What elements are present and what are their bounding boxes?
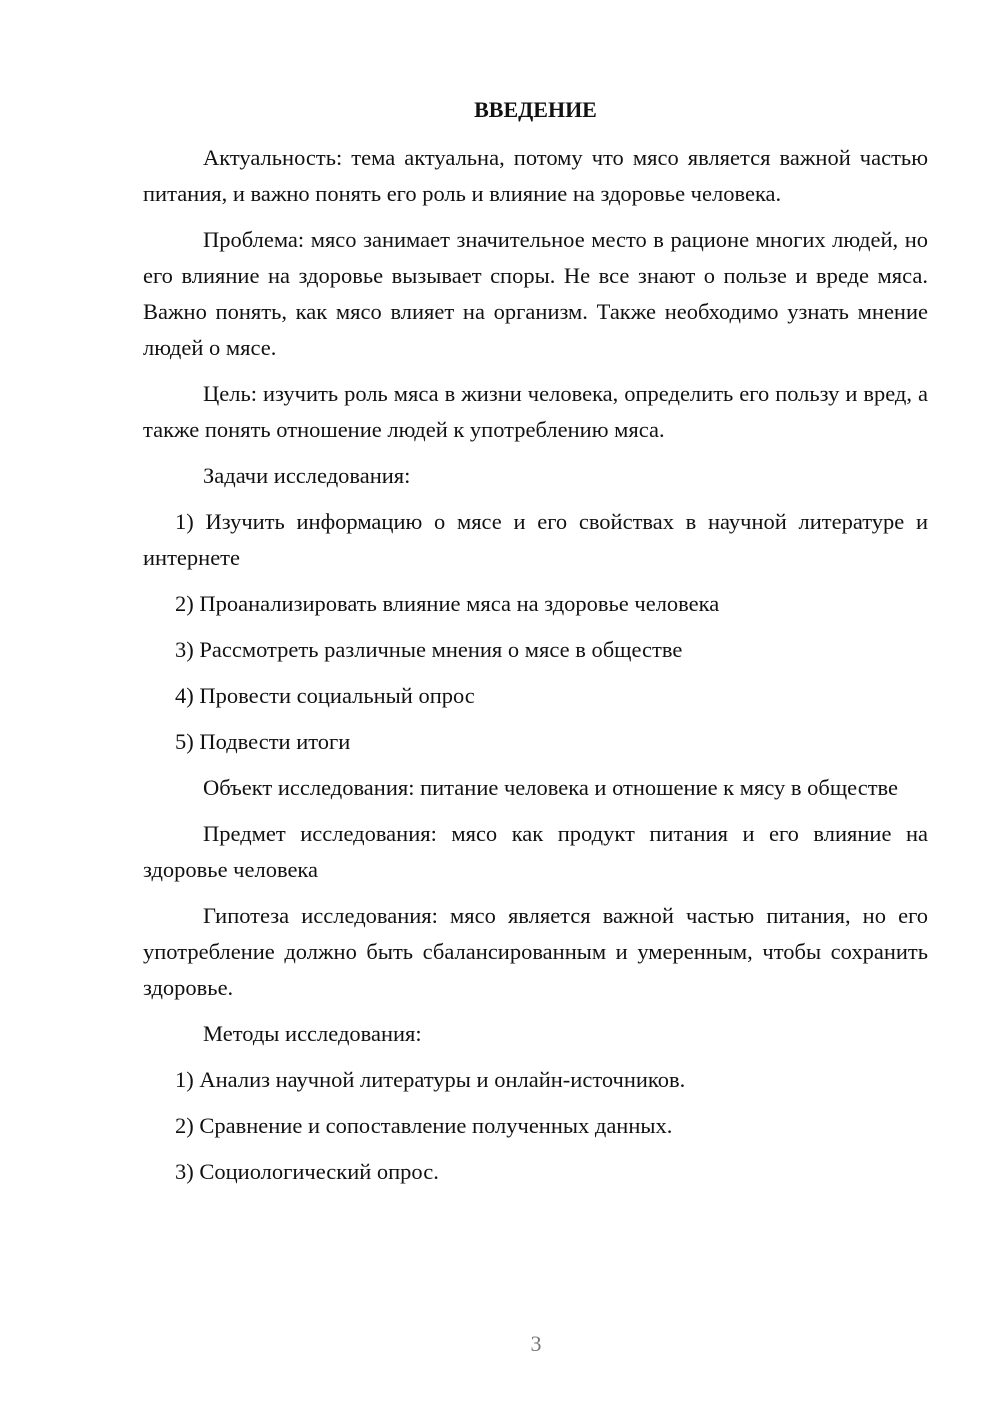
problem-paragraph: Проблема: мясо занимает значительное место в рационе многих людей, но его влияние на здоровье вызывает споры. Не все знают о пользе и вреде мяса. Важно понять, как мясо влияет на организм. Также необходимо узнать мнение людей о мясе. <box>143 227 928 360</box>
section-title: ВВЕДЕНИЕ <box>474 97 597 122</box>
goal-paragraph: Цель: изучить роль мяса в жизни человека, определить его пользу и вред, а также понять отношение людей к употреблению мяса. <box>143 381 928 442</box>
page-number: 3 <box>530 1331 542 1356</box>
task-item: 1) Изучить информацию о мясе и его свойствах в научной литературе и интернете <box>143 509 928 570</box>
tasks-list <box>143 504 928 760</box>
task-item: 2) Проанализировать влияние мяса на здоровье человека <box>175 591 720 616</box>
methods-list <box>143 1062 928 1190</box>
methods-heading: Методы исследования: <box>203 1021 422 1046</box>
subject-paragraph: Предмет исследования: мясо как продукт питания и его влияние на здоровье человека <box>143 821 928 882</box>
hypothesis-paragraph: Гипотеза исследования: мясо является важной частью питания, но его употребление должно быть сбалансированным и умеренным, чтобы сохранить здоровье. <box>143 903 928 1000</box>
method-item: 2) Сравнение и сопоставление полученных данных. <box>175 1113 673 1138</box>
method-item: 1) Анализ научной литературы и онлайн-источников. <box>175 1067 686 1092</box>
method-item: 3) Социологический опрос. <box>175 1159 439 1184</box>
task-item: 5) Подвести итоги <box>175 729 351 754</box>
relevance-paragraph: Актуальность: тема актуальна, потому что мясо является важной частью питания, и важно понять его роль и влияние на здоровье человека. <box>143 145 928 206</box>
task-item: 4) Провести социальный опрос <box>175 683 475 708</box>
tasks-heading: Задачи исследования: <box>203 463 411 488</box>
object-paragraph: Объект исследования: питание человека и отношение к мясу в обществе <box>203 775 899 800</box>
page-content <box>143 92 928 1200</box>
task-item: 3) Рассмотреть различные мнения о мясе в обществе <box>175 637 683 662</box>
